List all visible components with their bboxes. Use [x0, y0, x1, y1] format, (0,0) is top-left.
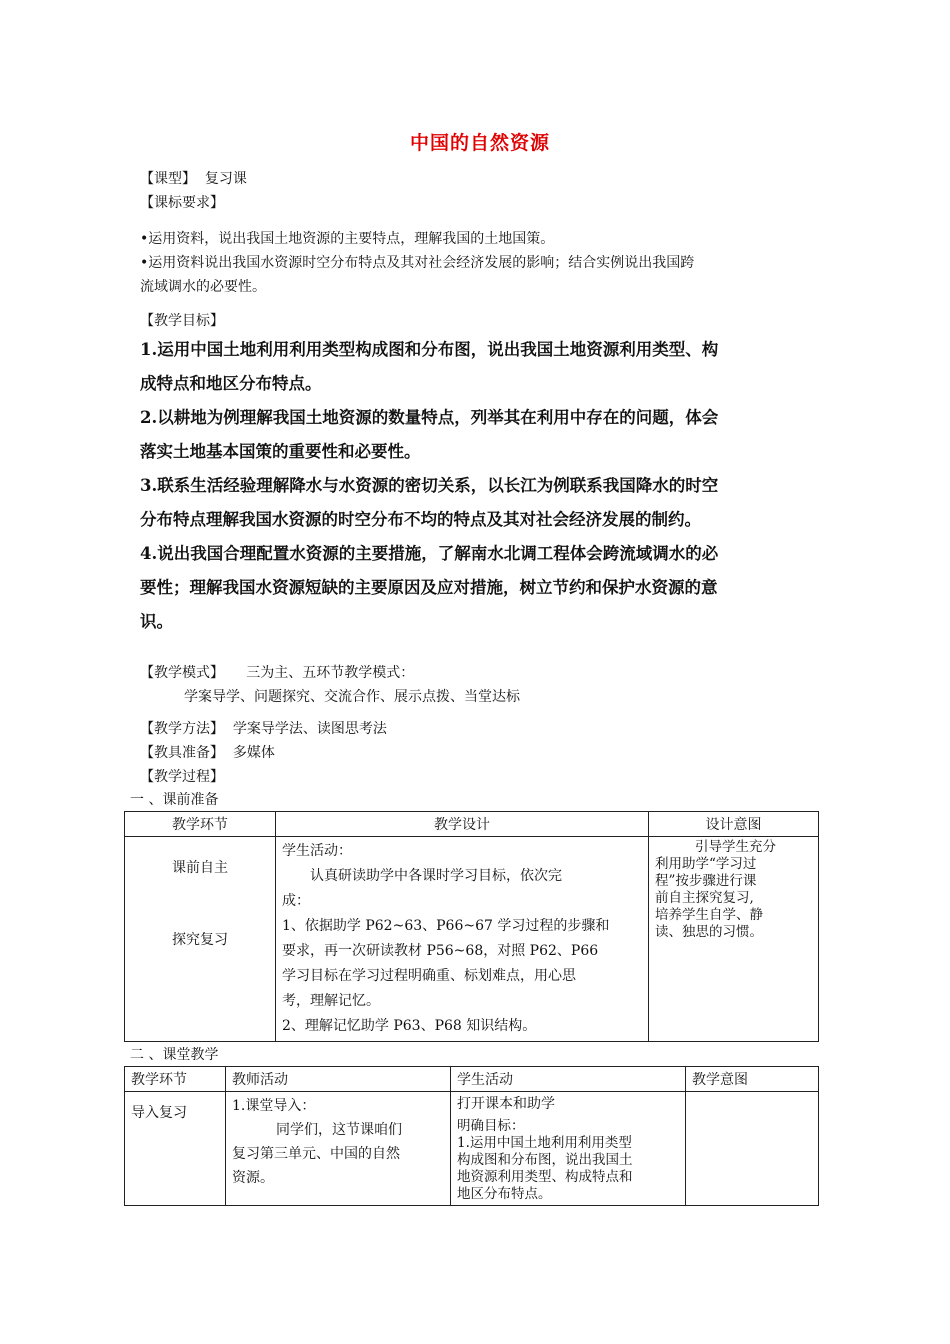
intent-line: 培养学生自学、静 [655, 907, 763, 923]
teaching-process-label: 【教学过程】 [140, 769, 224, 785]
design-line: 学生活动： [282, 843, 352, 859]
goal-line: 识。 [140, 612, 173, 631]
design-line: 认真研读助学中各课时学习目标，依次完 [310, 868, 562, 884]
design-line: 2、理解记忆助学 P63、P68 知识结构。 [282, 1018, 537, 1034]
table-header: 教学设计 [276, 812, 649, 837]
curriculum-item: •运用资料，说出我国土地资源的主要特点，理解我国的土地国策。 [140, 231, 555, 247]
class-table [124, 1066, 819, 1206]
teaching-mode [140, 661, 820, 685]
teaching-mode-label: 【教学模式】 [140, 665, 224, 681]
curriculum-list [140, 227, 820, 299]
prep-table [124, 811, 819, 1042]
teacher-line: 1.课堂导入： [232, 1098, 316, 1114]
goal-line: 3.联系生活经验理解降水与水资源的密切关系，以长江为例联系我国降水的时空 [140, 476, 719, 495]
goal-line: 落实土地基本国策的重要性和必要性。 [140, 442, 421, 461]
curriculum-item: •运用资料说出我国水资源时空分布特点及其对社会经济发展的影响；结合实例说出我国跨 [140, 255, 695, 271]
design-line: 成： [282, 893, 310, 909]
intent-cell [686, 1092, 819, 1206]
student-line: 打开课本和助学 [457, 1096, 555, 1112]
goals-list [140, 333, 820, 639]
table-header: 教学意图 [686, 1067, 819, 1092]
teaching-mode-value: 三为主、五环节教学模式： [246, 665, 415, 681]
design-line: 要求，再一次研读教材 P56~68，对照 P62、P66 [282, 943, 599, 959]
course-type [140, 167, 820, 191]
student-line: 构成图和分布图，说出我国土 [457, 1152, 633, 1168]
table-header: 教师活动 [226, 1067, 451, 1092]
course-type-value: 复习课 [204, 171, 247, 187]
stage-label: 课前自主 [172, 860, 228, 876]
intent-line: 读、独思的习惯。 [655, 924, 763, 940]
table-header-row [125, 812, 819, 837]
curriculum-item: 流域调水的必要性。 [140, 279, 266, 295]
student-line: 1.运用中国土地利用利用类型 [457, 1135, 632, 1151]
stage-cell [125, 837, 276, 1042]
intent-line: 利用助学“学习过 [655, 856, 757, 872]
teaching-mode-detail: 学案导学、问题探究、交流合作、展示点拨、当堂达标 [184, 689, 520, 705]
intent-cell [649, 837, 819, 1042]
goal-line: 成特点和地区分布特点。 [140, 374, 322, 393]
teaching-tools-label: 【教具准备】 [140, 745, 224, 761]
teacher-line: 资源。 [232, 1170, 274, 1186]
student-cell [451, 1092, 686, 1206]
teaching-method-value: 学案导学法、读图思考法 [232, 721, 387, 737]
table-row [125, 837, 819, 1042]
table-header: 设计意图 [649, 812, 819, 837]
section1-heading: 一 、课前准备 [130, 792, 219, 808]
curriculum-label: 【课标要求】 [140, 195, 224, 211]
stage-cell [125, 1092, 226, 1206]
teaching-method [140, 717, 820, 741]
table-header: 教学环节 [125, 812, 276, 837]
design-line: 考，理解记忆。 [282, 993, 380, 1009]
goal-line: 分布特点理解我国水资源的时空分布不均的特点及其对社会经济发展的制约。 [140, 510, 701, 529]
student-line: 地区分布特点。 [457, 1186, 552, 1202]
course-type-label: 【课型】 [140, 171, 196, 187]
teaching-tools-value: 多媒体 [232, 745, 275, 761]
intent-line: 引导学生充分 [695, 839, 776, 855]
goal-line: 2.以耕地为例理解我国土地资源的数量特点，列举其在利用中存在的问题，体会 [140, 408, 719, 427]
table-header-row [125, 1067, 819, 1092]
document-title: 中国的自然资源 [409, 132, 550, 154]
intent-line: 程”按步骤进行课 [655, 873, 757, 889]
document-page [130, 128, 820, 1206]
table-header: 教学环节 [125, 1067, 226, 1092]
teacher-cell [226, 1092, 451, 1206]
goal-line: 1.运用中国土地利用利用类型构成图和分布图，说出我国土地资源利用类型、构 [140, 340, 719, 359]
teacher-line: 复习第三单元、中国的自然 [232, 1146, 400, 1162]
intent-line: 前自主探究复习, [655, 890, 754, 906]
teaching-tools [140, 741, 820, 765]
design-line: 1、依据助学 P62~63、P66~67 学习过程的步骤和 [282, 918, 610, 934]
teacher-line: 同学们，这节课咱们 [276, 1122, 402, 1138]
goals-label: 【教学目标】 [140, 313, 224, 329]
design-cell [276, 837, 649, 1042]
section2-heading: 二 、课堂教学 [130, 1047, 219, 1063]
table-header: 学生活动 [451, 1067, 686, 1092]
student-line: 明确目标： [457, 1118, 525, 1134]
design-line: 学习目标在学习过程明确重、标划难点，用心思 [282, 968, 576, 984]
goal-line: 要性；理解我国水资源短缺的主要原因及应对措施，树立节约和保护水资源的意 [140, 578, 718, 597]
stage-label: 导入复习 [131, 1105, 187, 1121]
stage-label: 探究复习 [172, 932, 228, 948]
table-row [125, 1092, 819, 1206]
student-line: 地资源利用类型、构成特点和 [457, 1169, 633, 1185]
teaching-method-label: 【教学方法】 [140, 721, 224, 737]
goal-line: 4.说出我国合理配置水资源的主要措施，了解南水北调工程体会跨流域调水的必 [140, 544, 719, 563]
